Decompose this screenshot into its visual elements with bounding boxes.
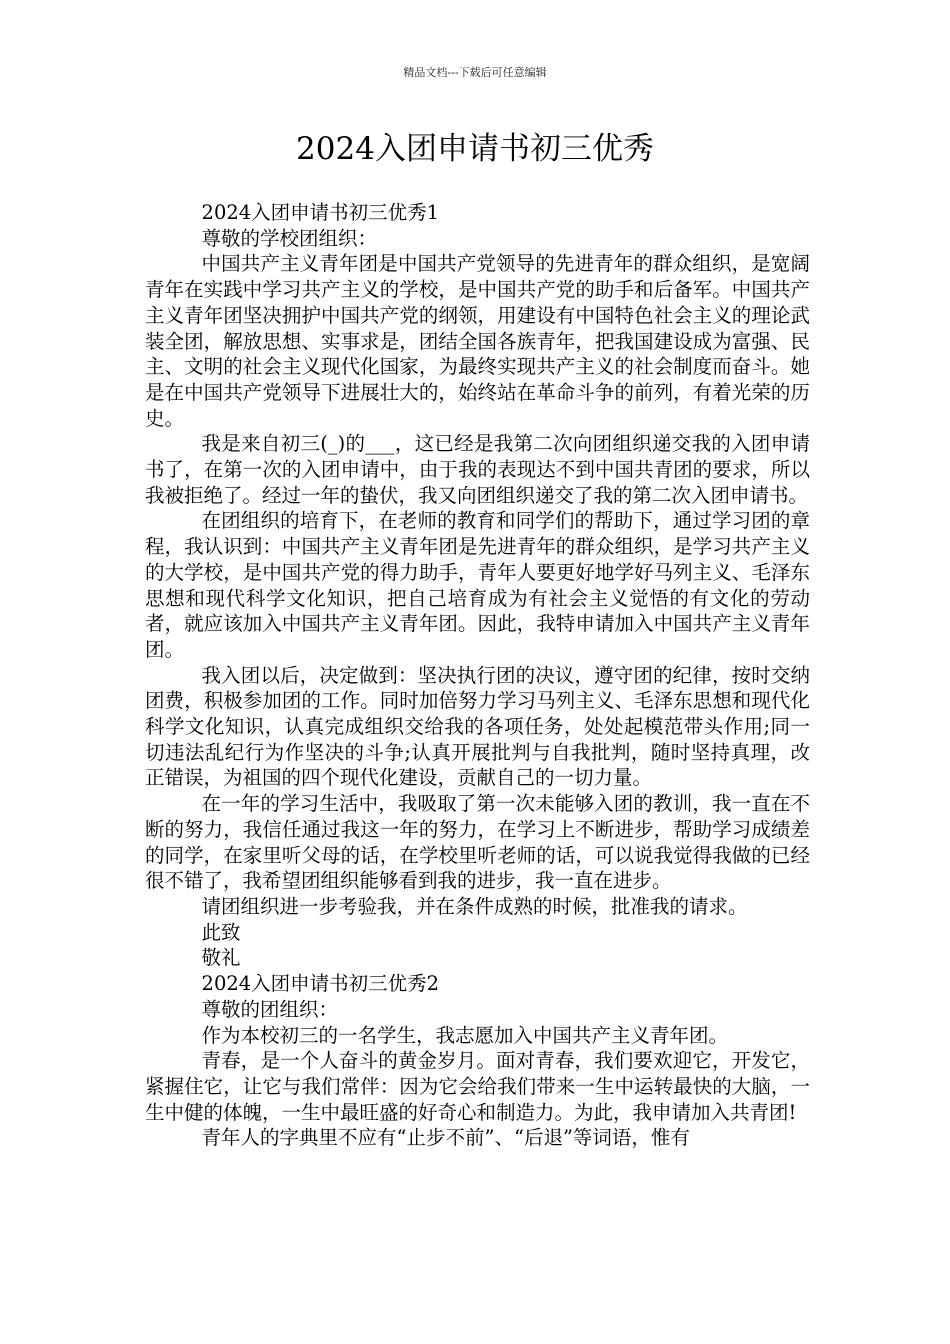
salutation-2: 尊敬的团组织： [201, 997, 339, 1021]
closing-greeting: 此致 [201, 920, 241, 944]
section-heading-2: 2024入团申请书初三优秀2 [201, 972, 440, 996]
closing-salute: 敬礼 [201, 946, 241, 970]
page-header: 精品文档---下载后可任意编辑 [403, 66, 547, 79]
body-paragraph: 中国共产主义青年团是中国共产党领导的先进青年的群众组织，是宽阔青年在实践中学习共产主义的学校，是中国共产党的助手和后备军。中国共产主义青年团坚决拥护中国共产党的纲领，用建设有中国特色社会主义的理论武装全团，解放思想、实事求是，团结全国各族青年，把我国建设成为富强、民主、文明的社会主义现代化国家，为最终实现共产主义的社会制度而奋斗。她是在中国共产党领导下进展壮大的，始终站在革命斗争的前列，有着光荣的历史。 [145, 252, 810, 430]
body-paragraph: 作为本校初三的一名学生，我志愿加入中国共产主义青年团。 [201, 1023, 729, 1047]
body-paragraph: 在一年的学习生活中，我吸取了第一次未能够入团的教训，我一直在不断的努力，我信任通过我这一年的努力，在学习上不断进步，帮助学习成绩差的同学，在家里听父母的话，在学校里听老师的话，可以说我觉得我做的已经很不错了，我希望团组织能够看到我的进步，我一直在进步。 [145, 792, 810, 893]
closing-request: 请团组织进一步考验我，并在条件成熟的时候，批准我的请求。 [201, 894, 748, 918]
body-paragraph: 青年人的字典里不应有“止步不前”、“后退”等词语，惟有 [201, 1126, 690, 1150]
document-body [145, 200, 810, 1151]
body-paragraph: 我入团以后，决定做到：坚决执行团的决议，遵守团的纪律，按时交纳团费，积极参加团的工作。同时加倍努力学习马列主义、毛泽东思想和现代化科学文化知识，认真完成组织交给我的各项任务，处处起模范带头作用;同一切违法乱纪行为作坚决的斗争;认真开展批判与自我批判，随时坚持真理，改正错误，为祖国的四个现代化建设，贡献自己的一切力量。 [145, 663, 810, 790]
section-heading-1: 2024入团申请书初三优秀1 [201, 201, 440, 224]
body-paragraph: 青春，是一个人奋斗的黄金岁月。面对青春，我们要欢迎它，开发它，紧握住它，让它与我们常伴：因为它会给我们带来一生中运转最快的大脑，一生中健的体魄，一生中最旺盛的好奇心和制造力。为此，我申请加入共青团! [145, 1049, 810, 1124]
document-title: 2024入团申请书初三优秀 [296, 131, 654, 167]
body-paragraph: 在团组织的培育下，在老师的教育和同学们的帮助下，通过学习团的章程，我认识到：中国共产主义青年团是先进青年的群众组织，是学习共产主义的大学校，是中国共产党的得力助手，青年人要更好地学好马列主义、毛泽东思想和现代科学文化知识，把自己培育成为有社会主义觉悟的有文化的劳动者，就应该加入中国共产主义青年团。因此，我特申请加入中国共产主义青年团。 [145, 509, 810, 661]
salutation-1: 尊敬的学校团组织： [201, 226, 378, 250]
body-paragraph: 我是来自初三(_)的___，这已经是我第二次向团组织递交我的入团申请书了，在第一次的入团申请中，由于我的表现达不到中国共青团的要求，所以我被拒绝了。经过一年的蛰伏，我又向团组织递交了我的第二次入团申请书。 [145, 432, 810, 507]
